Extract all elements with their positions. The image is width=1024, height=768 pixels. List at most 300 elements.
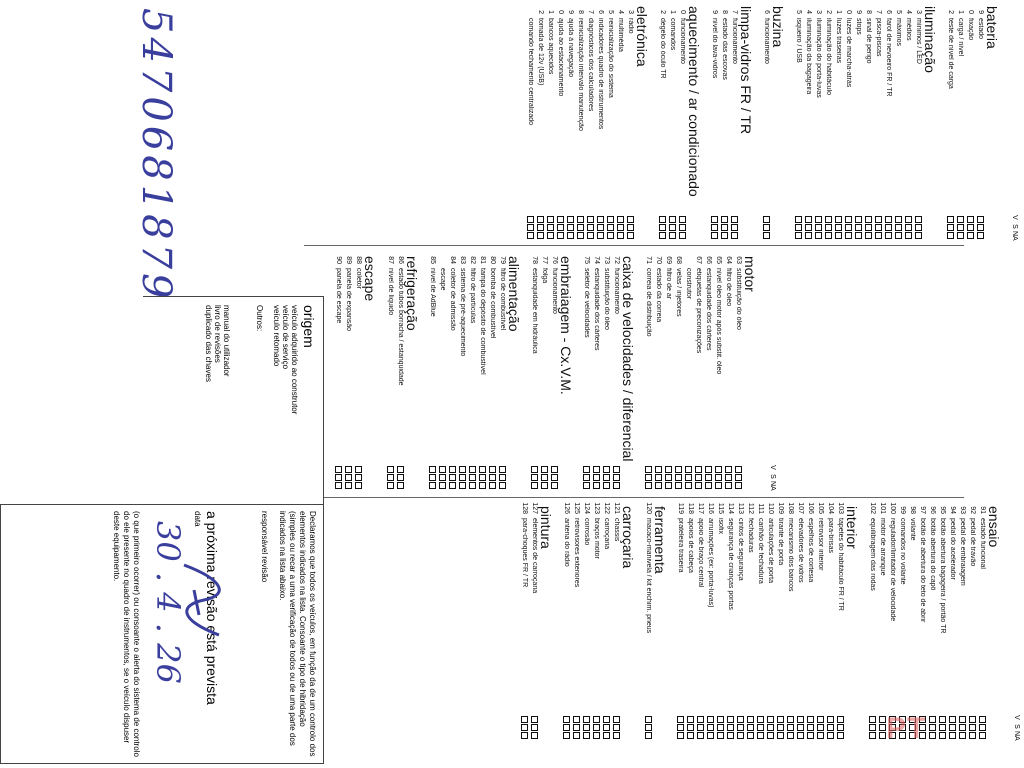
checkbox-s[interactable]	[584, 724, 591, 731]
checkbox-na[interactable]	[960, 732, 967, 739]
checkbox-na[interactable]	[460, 482, 467, 489]
checkbox-v[interactable]	[584, 466, 591, 473]
checkbox-v[interactable]	[608, 216, 615, 223]
checkbox-na[interactable]	[614, 732, 621, 739]
checkbox-v[interactable]	[960, 716, 967, 723]
checkbox-s[interactable]	[614, 724, 621, 731]
checkbox-v[interactable]	[916, 216, 923, 223]
checkbox-s[interactable]	[346, 474, 353, 481]
checkbox-na[interactable]	[528, 232, 535, 239]
checkbox-na[interactable]	[876, 232, 883, 239]
checkbox-na[interactable]	[548, 232, 555, 239]
checkbox-na[interactable]	[678, 732, 685, 739]
checkbox-v[interactable]	[816, 216, 823, 223]
checkbox-na[interactable]	[948, 232, 955, 239]
checkbox-s[interactable]	[460, 474, 467, 481]
checkbox-s[interactable]	[778, 724, 785, 731]
checkbox-na[interactable]	[788, 732, 795, 739]
checkbox-na[interactable]	[608, 232, 615, 239]
checkbox-s[interactable]	[788, 724, 795, 731]
checkbox-v[interactable]	[430, 466, 437, 473]
checkbox-v[interactable]	[826, 216, 833, 223]
checkbox-v[interactable]	[970, 716, 977, 723]
checkbox-s[interactable]	[798, 724, 805, 731]
checkbox-v[interactable]	[950, 716, 957, 723]
checkbox-v[interactable]	[870, 716, 877, 723]
checkbox-s[interactable]	[896, 224, 903, 231]
checkbox-s[interactable]	[594, 724, 601, 731]
checkbox-na[interactable]	[670, 232, 677, 239]
checkbox-na[interactable]	[646, 482, 653, 489]
checkbox-s[interactable]	[806, 224, 813, 231]
checkbox-v[interactable]	[522, 716, 529, 723]
checkbox-na[interactable]	[660, 232, 667, 239]
checkbox-s[interactable]	[522, 724, 529, 731]
checkbox-s[interactable]	[736, 474, 743, 481]
checkbox-na[interactable]	[542, 482, 549, 489]
checkbox-na[interactable]	[356, 482, 363, 489]
checkbox-s[interactable]	[532, 474, 539, 481]
checkbox-v[interactable]	[798, 716, 805, 723]
checkbox-s[interactable]	[716, 474, 723, 481]
checkbox-s[interactable]	[552, 474, 559, 481]
checkbox-v[interactable]	[676, 466, 683, 473]
checkbox-na[interactable]	[806, 232, 813, 239]
checkbox-s[interactable]	[588, 224, 595, 231]
checkbox-s[interactable]	[660, 224, 667, 231]
checkbox-na[interactable]	[500, 482, 507, 489]
checkbox-na[interactable]	[798, 732, 805, 739]
checkbox-s[interactable]	[608, 224, 615, 231]
checkbox-na[interactable]	[896, 232, 903, 239]
checkbox-v[interactable]	[388, 466, 395, 473]
checkbox-na[interactable]	[594, 482, 601, 489]
checkbox-v[interactable]	[584, 716, 591, 723]
checkbox-na[interactable]	[666, 482, 673, 489]
checkbox-na[interactable]	[336, 482, 343, 489]
checkbox-v[interactable]	[628, 216, 635, 223]
checkbox-v[interactable]	[460, 466, 467, 473]
checkbox-s[interactable]	[836, 224, 843, 231]
checkbox-v[interactable]	[670, 216, 677, 223]
checkbox-v[interactable]	[490, 466, 497, 473]
checkbox-v[interactable]	[764, 216, 771, 223]
checkbox-v[interactable]	[588, 216, 595, 223]
checkbox-v[interactable]	[440, 466, 447, 473]
checkbox-v[interactable]	[728, 716, 735, 723]
checkbox-v[interactable]	[718, 716, 725, 723]
checkbox-v[interactable]	[688, 716, 695, 723]
checkbox-v[interactable]	[778, 716, 785, 723]
checkbox-v[interactable]	[552, 466, 559, 473]
checkbox-na[interactable]	[584, 732, 591, 739]
checkbox-v[interactable]	[646, 716, 653, 723]
checkbox-na[interactable]	[726, 482, 733, 489]
checkbox-v[interactable]	[558, 216, 565, 223]
checkbox-s[interactable]	[838, 724, 845, 731]
checkbox-v[interactable]	[788, 716, 795, 723]
checkbox-na[interactable]	[736, 482, 743, 489]
checkbox-v[interactable]	[708, 716, 715, 723]
checkbox-v[interactable]	[818, 716, 825, 723]
checkbox-s[interactable]	[598, 224, 605, 231]
checkbox-s[interactable]	[906, 224, 913, 231]
checkbox-s[interactable]	[594, 474, 601, 481]
checkbox-v[interactable]	[696, 466, 703, 473]
checkbox-v[interactable]	[980, 716, 987, 723]
checkbox-v[interactable]	[698, 716, 705, 723]
checkbox-s[interactable]	[726, 474, 733, 481]
checkbox-s[interactable]	[816, 224, 823, 231]
checkbox-v[interactable]	[930, 716, 937, 723]
checkbox-na[interactable]	[958, 232, 965, 239]
checkbox-v[interactable]	[678, 716, 685, 723]
checkbox-s[interactable]	[826, 224, 833, 231]
checkbox-v[interactable]	[450, 466, 457, 473]
checkbox-s[interactable]	[978, 224, 985, 231]
checkbox-v[interactable]	[480, 466, 487, 473]
checkbox-v[interactable]	[948, 216, 955, 223]
checkbox-v[interactable]	[716, 466, 723, 473]
checkbox-s[interactable]	[336, 474, 343, 481]
checkbox-na[interactable]	[450, 482, 457, 489]
checkbox-s[interactable]	[970, 724, 977, 731]
checkbox-s[interactable]	[676, 474, 683, 481]
checkbox-na[interactable]	[846, 232, 853, 239]
checkbox-na[interactable]	[768, 732, 775, 739]
checkbox-s[interactable]	[728, 724, 735, 731]
checkbox-na[interactable]	[968, 232, 975, 239]
checkbox-v[interactable]	[940, 716, 947, 723]
checkbox-s[interactable]	[440, 474, 447, 481]
checkbox-na[interactable]	[828, 732, 835, 739]
checkbox-na[interactable]	[574, 732, 581, 739]
checkbox-v[interactable]	[656, 466, 663, 473]
checkbox-na[interactable]	[676, 482, 683, 489]
checkbox-na[interactable]	[748, 732, 755, 739]
checkbox-s[interactable]	[698, 724, 705, 731]
checkbox-na[interactable]	[656, 482, 663, 489]
checkbox-s[interactable]	[584, 474, 591, 481]
checkbox-na[interactable]	[978, 232, 985, 239]
checkbox-na[interactable]	[886, 232, 893, 239]
checkbox-v[interactable]	[876, 216, 883, 223]
checkbox-na[interactable]	[818, 732, 825, 739]
checkbox-na[interactable]	[558, 232, 565, 239]
checkbox-s[interactable]	[558, 224, 565, 231]
checkbox-na[interactable]	[816, 232, 823, 239]
checkbox-s[interactable]	[732, 224, 739, 231]
checkbox-v[interactable]	[808, 716, 815, 723]
checkbox-s[interactable]	[430, 474, 437, 481]
checkbox-v[interactable]	[604, 466, 611, 473]
checkbox-v[interactable]	[866, 216, 873, 223]
checkbox-na[interactable]	[796, 232, 803, 239]
checkbox-na[interactable]	[696, 482, 703, 489]
checkbox-v[interactable]	[836, 216, 843, 223]
checkbox-s[interactable]	[948, 224, 955, 231]
checkbox-na[interactable]	[906, 232, 913, 239]
checkbox-v[interactable]	[532, 716, 539, 723]
checkbox-na[interactable]	[712, 232, 719, 239]
checkbox-na[interactable]	[618, 232, 625, 239]
checkbox-s[interactable]	[646, 474, 653, 481]
checkbox-v[interactable]	[732, 216, 739, 223]
checkbox-s[interactable]	[960, 724, 967, 731]
checkbox-s[interactable]	[940, 724, 947, 731]
checkbox-na[interactable]	[732, 232, 739, 239]
checkbox-v[interactable]	[604, 716, 611, 723]
checkbox-s[interactable]	[808, 724, 815, 731]
checkbox-na[interactable]	[470, 482, 477, 489]
checkbox-na[interactable]	[346, 482, 353, 489]
item-checkboxes	[584, 716, 591, 740]
checkbox-s[interactable]	[470, 474, 477, 481]
checkbox-na[interactable]	[764, 232, 771, 239]
checkbox-v[interactable]	[886, 216, 893, 223]
checkbox-s[interactable]	[656, 474, 663, 481]
checkbox-s[interactable]	[764, 224, 771, 231]
checkbox-s[interactable]	[768, 724, 775, 731]
checkbox-na[interactable]	[532, 732, 539, 739]
checkbox-v[interactable]	[712, 216, 719, 223]
checkbox-na[interactable]	[836, 232, 843, 239]
checkbox-v[interactable]	[564, 716, 571, 723]
checkbox-s[interactable]	[574, 724, 581, 731]
checkbox-v[interactable]	[532, 466, 539, 473]
checkbox-na[interactable]	[588, 232, 595, 239]
checkbox-s[interactable]	[670, 224, 677, 231]
checkbox-v[interactable]	[686, 466, 693, 473]
checkbox-v[interactable]	[614, 716, 621, 723]
checkbox-na[interactable]	[698, 732, 705, 739]
checkbox-s[interactable]	[870, 724, 877, 731]
checkbox-na[interactable]	[916, 232, 923, 239]
checkbox-na[interactable]	[594, 732, 601, 739]
checkbox-na[interactable]	[708, 732, 715, 739]
checkbox-v[interactable]	[398, 466, 405, 473]
checkbox-v[interactable]	[958, 216, 965, 223]
checkbox-v[interactable]	[838, 716, 845, 723]
checkbox-v[interactable]	[748, 716, 755, 723]
checkbox-v[interactable]	[806, 216, 813, 223]
checkbox-na[interactable]	[808, 732, 815, 739]
checkbox-v[interactable]	[706, 466, 713, 473]
checkbox-s[interactable]	[886, 224, 893, 231]
checkbox-s[interactable]	[722, 224, 729, 231]
checkbox-v[interactable]	[896, 216, 903, 223]
checkbox-na[interactable]	[866, 232, 873, 239]
checkbox-v[interactable]	[500, 466, 507, 473]
checkbox-na[interactable]	[584, 482, 591, 489]
checkbox-v[interactable]	[528, 216, 535, 223]
item-label: multimédia	[617, 18, 625, 52]
checkbox-na[interactable]	[940, 732, 947, 739]
item-label: filtro de ar	[665, 268, 673, 300]
checkbox-s[interactable]	[718, 724, 725, 731]
checkbox-s[interactable]	[866, 224, 873, 231]
checkbox-s[interactable]	[686, 474, 693, 481]
checkbox-s[interactable]	[696, 474, 703, 481]
checkbox-na[interactable]	[646, 732, 653, 739]
checkbox-na[interactable]	[826, 232, 833, 239]
checkbox-v[interactable]	[978, 216, 985, 223]
checkbox-v[interactable]	[828, 716, 835, 723]
checkbox-na[interactable]	[870, 732, 877, 739]
checkbox-na[interactable]	[680, 232, 687, 239]
checkbox-na[interactable]	[568, 232, 575, 239]
checkbox-v[interactable]	[856, 216, 863, 223]
checkbox-s[interactable]	[796, 224, 803, 231]
checkbox-s[interactable]	[398, 474, 405, 481]
checkbox-s[interactable]	[950, 724, 957, 731]
checkbox-s[interactable]	[818, 724, 825, 731]
checkbox-v[interactable]	[356, 466, 363, 473]
checkbox-v[interactable]	[758, 716, 765, 723]
checkbox-na[interactable]	[578, 232, 585, 239]
checkbox-na[interactable]	[758, 732, 765, 739]
checkbox-s[interactable]	[916, 224, 923, 231]
checkbox-v[interactable]	[594, 716, 601, 723]
checkbox-na[interactable]	[430, 482, 437, 489]
checkbox-v[interactable]	[594, 466, 601, 473]
checkbox-s[interactable]	[758, 724, 765, 731]
checkbox-na[interactable]	[388, 482, 395, 489]
checkbox-na[interactable]	[980, 732, 987, 739]
checkbox-na[interactable]	[716, 482, 723, 489]
checkbox-v[interactable]	[722, 216, 729, 223]
item-checkboxes	[870, 716, 877, 740]
checkbox-na[interactable]	[722, 232, 729, 239]
checkbox-s[interactable]	[968, 224, 975, 231]
checkbox-na[interactable]	[614, 482, 621, 489]
checkbox-s[interactable]	[450, 474, 457, 481]
checkbox-v[interactable]	[598, 216, 605, 223]
checkbox-v[interactable]	[578, 216, 585, 223]
checkbox-s[interactable]	[680, 224, 687, 231]
checkbox-v[interactable]	[846, 216, 853, 223]
checkbox-v[interactable]	[336, 466, 343, 473]
checkbox-na[interactable]	[552, 482, 559, 489]
checkbox-na[interactable]	[856, 232, 863, 239]
checkbox-s[interactable]	[618, 224, 625, 231]
checkbox-s[interactable]	[480, 474, 487, 481]
checkbox-s[interactable]	[578, 224, 585, 231]
checkbox-na[interactable]	[604, 732, 611, 739]
checkbox-na[interactable]	[532, 482, 539, 489]
checkbox-na[interactable]	[538, 232, 545, 239]
checkbox-na[interactable]	[686, 482, 693, 489]
checkbox-s[interactable]	[708, 724, 715, 731]
checkbox-v[interactable]	[538, 216, 545, 223]
checkbox-v[interactable]	[568, 216, 575, 223]
checkbox-v[interactable]	[680, 216, 687, 223]
checkbox-s[interactable]	[876, 224, 883, 231]
checkbox-s[interactable]	[356, 474, 363, 481]
checkbox-s[interactable]	[388, 474, 395, 481]
checkbox-v[interactable]	[660, 216, 667, 223]
checkbox-na[interactable]	[728, 732, 735, 739]
checkbox-na[interactable]	[718, 732, 725, 739]
checkbox-na[interactable]	[970, 732, 977, 739]
checkbox-v[interactable]	[574, 716, 581, 723]
checkbox-s[interactable]	[738, 724, 745, 731]
checkbox-na[interactable]	[930, 732, 937, 739]
checkbox-s[interactable]	[528, 224, 535, 231]
checkbox-v[interactable]	[906, 216, 913, 223]
checkbox-v[interactable]	[646, 466, 653, 473]
checkbox-na[interactable]	[490, 482, 497, 489]
checkbox-na[interactable]	[778, 732, 785, 739]
checkbox-na[interactable]	[564, 732, 571, 739]
checkbox-s[interactable]	[604, 724, 611, 731]
checkbox-s[interactable]	[828, 724, 835, 731]
checkbox-s[interactable]	[646, 724, 653, 731]
checkbox-na[interactable]	[522, 732, 529, 739]
checkbox-s[interactable]	[846, 224, 853, 231]
checkbox-na[interactable]	[440, 482, 447, 489]
checkbox-s[interactable]	[548, 224, 555, 231]
checkbox-v[interactable]	[548, 216, 555, 223]
checkbox-v[interactable]	[736, 466, 743, 473]
checkbox-v[interactable]	[470, 466, 477, 473]
checkbox-s[interactable]	[930, 724, 937, 731]
checkbox-s[interactable]	[532, 724, 539, 731]
checkbox-s[interactable]	[568, 224, 575, 231]
checkbox-na[interactable]	[950, 732, 957, 739]
checkbox-s[interactable]	[604, 474, 611, 481]
checkbox-na[interactable]	[738, 732, 745, 739]
checkbox-s[interactable]	[712, 224, 719, 231]
checkbox-s[interactable]	[980, 724, 987, 731]
checkbox-na[interactable]	[706, 482, 713, 489]
checkbox-na[interactable]	[598, 232, 605, 239]
checkbox-s[interactable]	[564, 724, 571, 731]
checkbox-v[interactable]	[542, 466, 549, 473]
checkbox-s[interactable]	[666, 474, 673, 481]
checkbox-s[interactable]	[958, 224, 965, 231]
checkbox-s[interactable]	[706, 474, 713, 481]
checkbox-s[interactable]	[538, 224, 545, 231]
checkbox-na[interactable]	[480, 482, 487, 489]
checkbox-v[interactable]	[618, 216, 625, 223]
checkbox-s[interactable]	[678, 724, 685, 731]
checkbox-na[interactable]	[628, 232, 635, 239]
checkbox-na[interactable]	[688, 732, 695, 739]
checkbox-s[interactable]	[856, 224, 863, 231]
checkbox-s[interactable]	[628, 224, 635, 231]
checkbox-s[interactable]	[614, 474, 621, 481]
checklist-row	[550, 250, 560, 490]
checkbox-s[interactable]	[748, 724, 755, 731]
checkbox-na[interactable]	[398, 482, 405, 489]
checkbox-na[interactable]	[604, 482, 611, 489]
checkbox-v[interactable]	[738, 716, 745, 723]
checkbox-v[interactable]	[666, 466, 673, 473]
checkbox-s[interactable]	[490, 474, 497, 481]
checkbox-na[interactable]	[838, 732, 845, 739]
checkbox-s[interactable]	[688, 724, 695, 731]
checkbox-s[interactable]	[542, 474, 549, 481]
checklist-row	[938, 500, 948, 740]
checkbox-v[interactable]	[968, 216, 975, 223]
checkbox-v[interactable]	[346, 466, 353, 473]
checkbox-v[interactable]	[726, 466, 733, 473]
checkbox-v[interactable]	[614, 466, 621, 473]
checkbox-v[interactable]	[768, 716, 775, 723]
checkbox-s[interactable]	[500, 474, 507, 481]
checkbox-v[interactable]	[796, 216, 803, 223]
